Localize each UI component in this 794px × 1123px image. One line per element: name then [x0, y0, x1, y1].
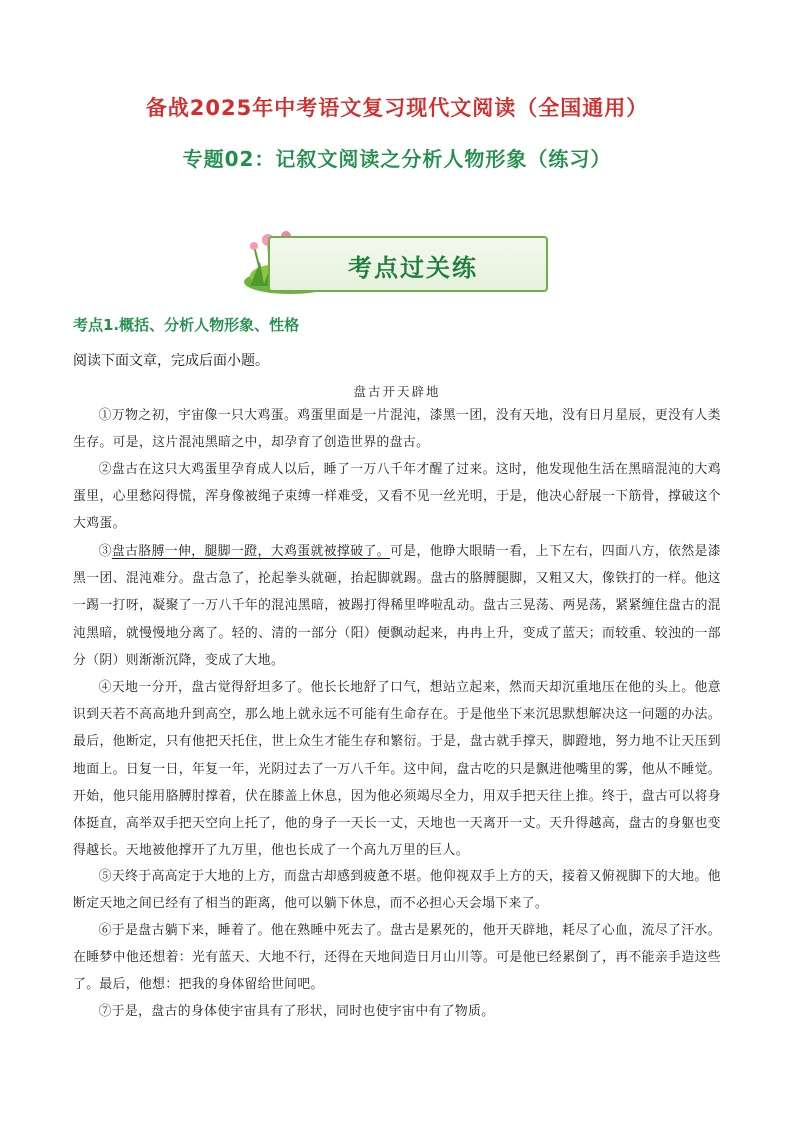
passage-paragraph: ⑤天终于高高定于大地的上方，而盘古却感到疲惫不堪。他仰视双手上方的天，接着又俯视脚下的大地。他断定天地之间已经有了相当的距离，他可以躺下休息，而不必担心天会塌下来了。	[73, 869, 721, 912]
paragraph-body: 可是，他睁大眼睛一看，上下左右，四面八方，依然是漆黑一团、混沌难分。盘古急了，抡起拳头就砸，抬起脚就踢。盘古的胳膊腿脚，又粗又大，像铁打的一样。他这一踢一打呀，凝聚了一万八千年的混沌黑暗，被踢打得稀里哗啦乱动。盘古三晃荡、两晃荡，紧紧缠住盘古的混沌黑暗，就慢慢地分离了。轻的、清的一部分（阳）便飘动起来，冉冉上升，变成了蓝天；而较重、较浊的一部分（阴）则渐渐沉降，变成了大地。	[73, 544, 722, 668]
document-subtitle: 专题02：记叙文阅读之分析人物形象（练习）	[182, 147, 612, 171]
passage-paragraph: ①万物之初，宇宙像一只大鸡蛋。鸡蛋里面是一片混沌，漆黑一团，没有天地，没有日月星辰，更没有人类生存。可是，这片混沌黑暗之中，却孕育了创造世界的盘古。	[73, 408, 721, 451]
banner-label: 考点过关练	[348, 254, 478, 282]
passage-paragraph: ⑦于是，盘古的身体使宇宙具有了形状，同时也使宇宙中有了物质。	[98, 1004, 495, 1019]
passage-paragraph: ⑥于是盘古躺下来，睡着了。他在熟睡中死去了。盘古是累死的，他开天辟地，耗尽了心血，流尽了汗水。在睡梦中他还想着：光有蓝天、大地不行，还得在天地间造日月山川等。可是他已经累倒了，再不能亲手造这些了。最后，他想：把我的身体留给世间吧。	[73, 923, 721, 993]
section-banner	[240, 228, 550, 294]
document-title: 备战2025年中考语文复习现代文阅读（全国通用）	[145, 96, 649, 120]
section-heading: 考点1.概括、分析人物形象、性格	[73, 316, 300, 334]
passage-title: 盘古开天辟地	[353, 384, 441, 399]
paragraph-number: ③	[98, 544, 112, 559]
underlined-sentence: 盘古胳膊一伸，腿脚一蹬，大鸡蛋就被撑破了。	[111, 544, 390, 559]
passage-paragraph	[73, 538, 721, 674]
instruction-text: 阅读下面文章，完成后面小题。	[73, 353, 269, 369]
passage-paragraph: ④天地一分开，盘古觉得舒坦多了。他长长地舒了口气，想站立起来，然而天却沉重地压在他的头上。他意识到天若不高高地升到高空，那么地上就永远不可能有生命存在。于是他坐下来沉思默想解决这一问题的办法。最后，他断定，只有他把天托住，世上众生才能生存和繁衍。于是，盘古就手撑天，脚蹬地，努力地不让天压到地面上。日复一日，年复一年，光阴过去了一万八千年。这中间，盘古吃的只是飘进他嘴里的雾，他从不睡觉。开始，他只能用胳膊肘撑着，伏在膝盖上休息，因为他必须竭尽全力，用双手把天往上推。终于，盘古可以将身体挺直，高举双手把天空向上托了，他的身子一天长一丈，天地也一天离开一丈。天升得越高，盘古的身躯也变得越长。天地被他撑开了九万里，他也长成了一个高九万里的巨人。	[73, 680, 721, 859]
passage-paragraph: ②盘古在这只大鸡蛋里孕育成人以后，睡了一万八千年才醒了过来。这时，他发现他生活在黑暗混沌的大鸡蛋里，心里愁闷得慌，浑身像被绳子束缚一样难受，又看不见一丝光明，于是，他决心舒展一下筋骨，撑破这个大鸡蛋。	[73, 462, 721, 532]
